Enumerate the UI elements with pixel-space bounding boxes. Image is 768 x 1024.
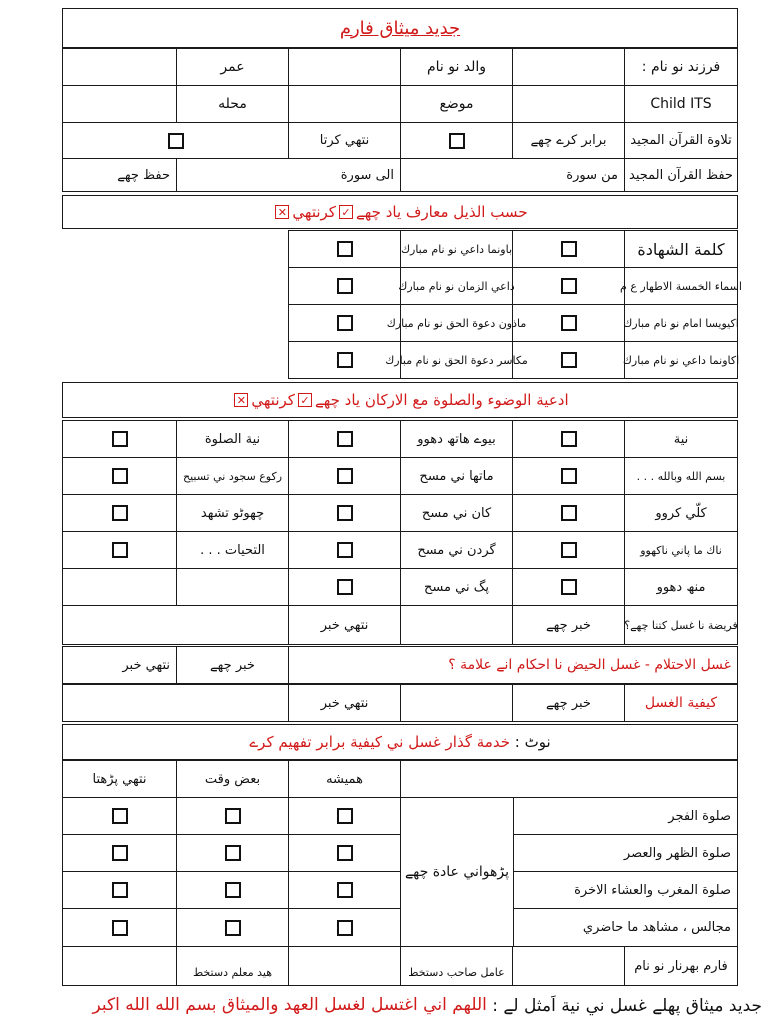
ghusl-question: غسل الاحتلام - غسل الحيض نا احكام انے علامة ؟ bbox=[448, 657, 731, 673]
s2-r3-c1-label: کلّي کروو bbox=[655, 505, 707, 521]
tilawat-label-cell bbox=[624, 122, 738, 159]
salaat-row1-cb2 bbox=[176, 797, 289, 835]
salaat-row2-text: صلوة الظهر والعصر bbox=[623, 845, 731, 861]
s2-r5-c1-cell bbox=[624, 568, 738, 606]
mohalla-label-cell bbox=[176, 85, 289, 123]
salaat-r2-hamesha-checkbox[interactable] bbox=[337, 845, 353, 861]
s2-r3-c2-cell bbox=[400, 494, 513, 532]
kaifiyat-label: کيفية الغسل bbox=[644, 695, 718, 711]
s1-row2-checkbox[interactable] bbox=[561, 278, 577, 294]
s2-r2-c2-cell bbox=[400, 457, 513, 495]
form-bharnar-label-cell bbox=[624, 946, 738, 986]
section1-header-text2: کرنتھي bbox=[292, 203, 336, 221]
s2-r5-empty1 bbox=[176, 568, 289, 606]
s1-row1-check-cell bbox=[512, 230, 625, 268]
cross-mark-icon: ✕ bbox=[234, 393, 248, 407]
salaat-r3-nathi-checkbox[interactable] bbox=[112, 882, 128, 898]
salaat-row3-cb1 bbox=[288, 871, 401, 909]
s2-r4-cb3-cell bbox=[62, 531, 177, 569]
farida-nathi-label: نتھي خبر bbox=[320, 617, 369, 633]
s1-row4-mid-cell bbox=[385, 341, 528, 379]
s1-row4-mid-label: مكاسر دعوة الحق نو نام مبارك bbox=[385, 353, 528, 367]
its-label-cell bbox=[624, 85, 738, 123]
salaat-row2-cb1 bbox=[288, 834, 401, 872]
form-title: جديد ميثاق فارم bbox=[339, 17, 461, 39]
s2-r4-checkbox1[interactable] bbox=[561, 542, 577, 558]
s2-r4-checkbox2[interactable] bbox=[337, 542, 353, 558]
hifz-label-cell bbox=[624, 158, 738, 192]
s1-row3-label: اکيويسا امام نو نام مبارك bbox=[623, 316, 739, 330]
salaat-r3-hamesha-checkbox[interactable] bbox=[337, 882, 353, 898]
salaat-r1-baaz-checkbox[interactable] bbox=[225, 808, 241, 824]
s1-row1-label-cell bbox=[624, 230, 738, 268]
s2-r2-c3-label: رکوع سجود ني تسبيح bbox=[182, 469, 283, 483]
farzand-value-cell[interactable] bbox=[512, 48, 625, 86]
its-label: Child ITS bbox=[650, 96, 712, 112]
salaat-row4-cb3 bbox=[62, 908, 177, 947]
salaat-row2-cb2 bbox=[176, 834, 289, 872]
s2-r3-cb3-cell bbox=[62, 494, 177, 532]
s2-r2-c1-cell bbox=[624, 457, 738, 495]
salaat-col-hamesha bbox=[288, 760, 401, 798]
s2-r5-c1-label: منھ دهوو bbox=[656, 579, 706, 595]
s1-row3-mid-cell bbox=[386, 304, 527, 342]
kaifiyat-label-cell bbox=[624, 684, 738, 722]
ila-surah-label: الى سورة bbox=[340, 167, 394, 183]
kaifiyat-khabar-label: خبر چھے bbox=[546, 695, 591, 711]
footer-red-text: اللهم اني اغتسل لغسل العهد والميثاق بسم الله الله اكبر bbox=[92, 995, 487, 1015]
barabar-label-cell bbox=[512, 122, 625, 159]
s1-row1-check2-cell bbox=[288, 230, 401, 268]
age-label-cell bbox=[176, 48, 289, 86]
s2-r1-cb2-cell bbox=[288, 420, 401, 458]
kaifiyat-nathi-value[interactable] bbox=[62, 684, 289, 722]
salaat-row1-label bbox=[513, 797, 738, 835]
farida-nathi-cell bbox=[288, 605, 401, 645]
s1-row1-checkbox[interactable] bbox=[561, 241, 577, 257]
cross-mark-icon: ✕ bbox=[275, 205, 289, 219]
section1-header-text: حسب الذيل معارف ياد چھے bbox=[355, 203, 528, 221]
s1-row4-label: اکاونما داعي نو نام مبارك bbox=[622, 353, 740, 367]
nathi-karta-label-cell bbox=[288, 122, 401, 159]
s2-r3-checkbox1[interactable] bbox=[561, 505, 577, 521]
father-value-cell[interactable] bbox=[288, 48, 401, 86]
nathi-karta-label: نتھي کرتا bbox=[319, 133, 370, 148]
kaifiyat-nathi-cell bbox=[288, 684, 401, 722]
min-surah-cell[interactable] bbox=[400, 158, 625, 192]
s2-r1-c2-label: بيوے هاتھ دهوو bbox=[417, 431, 496, 447]
s2-r3-cb2-cell bbox=[288, 494, 401, 532]
s2-r3-c3-label: چھوٹو تشهد bbox=[200, 505, 265, 521]
form-bharnar-label: فارم بھرنار نو نام bbox=[634, 958, 728, 974]
check-mark-icon: ✓ bbox=[339, 205, 353, 219]
amil-sahab-label: عامل صاحب دستخط bbox=[408, 966, 505, 979]
mohalla-value-cell[interactable] bbox=[62, 85, 177, 123]
note-prefix: نوٹ : bbox=[514, 733, 551, 751]
s1-row2-check2-cell bbox=[288, 267, 401, 305]
hifz-chhe-label: حفظ چھے bbox=[117, 167, 170, 183]
its-value-cell[interactable] bbox=[512, 85, 625, 123]
farida-label: فريضة نا غسل کتنا چھے؟ bbox=[624, 618, 738, 632]
mauza-label: موضع bbox=[439, 96, 474, 112]
s2-r3-c1-cell bbox=[624, 494, 738, 532]
ghusl-question-cell bbox=[288, 646, 738, 684]
s2-r2-c3-cell bbox=[176, 457, 289, 495]
farzand-label-cell bbox=[624, 48, 738, 86]
age-label: عمر bbox=[220, 59, 245, 75]
barabar-checkbox-cell bbox=[400, 122, 513, 159]
s2-r5-empty2 bbox=[62, 568, 177, 606]
s1-row3-check-cell bbox=[512, 304, 625, 342]
salaat-r4-baaz-checkbox[interactable] bbox=[225, 920, 241, 936]
salaat-row1-cb1 bbox=[288, 797, 401, 835]
head-muallim-sign[interactable] bbox=[62, 946, 177, 986]
hifz-label: حفظ القرآن المجيد bbox=[629, 167, 733, 183]
ghusl-nathi-cell bbox=[62, 646, 177, 684]
salaat-r3-baaz-checkbox[interactable] bbox=[225, 882, 241, 898]
salaat-row2-label bbox=[513, 834, 738, 872]
salaat-row1-text: صلوة الفجر bbox=[668, 808, 731, 824]
hifz-chhe-cell[interactable] bbox=[62, 158, 177, 192]
s2-r5-checkbox2[interactable] bbox=[337, 579, 353, 595]
salaat-col-baaz bbox=[176, 760, 289, 798]
mauza-label-cell bbox=[400, 85, 513, 123]
farida-label-cell bbox=[624, 605, 738, 645]
s2-r4-c1-label: ناك ما پاني ناکھوو bbox=[640, 543, 722, 557]
s2-r2-checkbox1[interactable] bbox=[561, 468, 577, 484]
salaat-middle-label: پڑھواني عادة چھے bbox=[404, 864, 510, 880]
head-muallim-label-cell bbox=[176, 946, 289, 986]
section2-header bbox=[62, 382, 738, 418]
s2-r2-c1-label: بسم الله وبالله . . . bbox=[636, 469, 726, 483]
s2-r2-cb1-cell bbox=[512, 457, 625, 495]
min-surah-label: من سورة bbox=[566, 167, 618, 183]
salaat-r2-baaz-checkbox[interactable] bbox=[225, 845, 241, 861]
ila-surah-cell[interactable] bbox=[176, 158, 401, 192]
kaifiyat-khabar-cell bbox=[512, 684, 625, 722]
col-hamesha-label: هميشه bbox=[326, 771, 363, 787]
s1-row2-label-cell bbox=[620, 267, 742, 305]
salaat-row4-label bbox=[513, 908, 738, 947]
salaat-row3-cb2 bbox=[176, 871, 289, 909]
farida-khabar-label: خبر چھے bbox=[546, 617, 591, 633]
form-title-bar bbox=[62, 8, 738, 48]
s2-r3-c2-label: کان ني مسح bbox=[421, 505, 492, 521]
s2-r4-cb2-cell bbox=[288, 531, 401, 569]
s2-r5-c2-label: پگ ني مسح bbox=[424, 579, 489, 595]
salaat-row4-cb1 bbox=[288, 908, 401, 947]
mauza-value-cell[interactable] bbox=[288, 85, 401, 123]
kaifiyat-nathi-label: نتھي خبر bbox=[320, 695, 369, 711]
s2-r5-cb2-cell bbox=[288, 568, 401, 606]
s2-r3-checkbox3[interactable] bbox=[112, 505, 128, 521]
s2-r4-cb1-cell bbox=[512, 531, 625, 569]
farida-khabar-value[interactable] bbox=[400, 605, 513, 645]
s2-r2-cb3-cell bbox=[62, 457, 177, 495]
s2-r1-c3-cell bbox=[176, 420, 289, 458]
section2-header-text: ادعية الوضوء والصلوة مع الاركان ياد چھے bbox=[314, 391, 569, 409]
s1-row2-check-cell bbox=[512, 267, 625, 305]
s1-row4-check-cell bbox=[512, 341, 625, 379]
s1-row3-label-cell bbox=[624, 304, 738, 342]
s2-r3-cb1-cell bbox=[512, 494, 625, 532]
age-value-cell[interactable] bbox=[62, 48, 177, 86]
salaat-row3-cb3 bbox=[62, 871, 177, 909]
barabar-label: برابر کرے چھے bbox=[530, 133, 607, 148]
s1-row1-mid-cell bbox=[400, 230, 513, 268]
s2-r2-checkbox3[interactable] bbox=[112, 468, 128, 484]
salaat-col-nathi bbox=[62, 760, 177, 798]
s2-r5-c2-cell bbox=[400, 568, 513, 606]
s1-row2-label: اسماء الخمسة الاطهار ع م bbox=[620, 279, 742, 293]
salaat-row4-text: مجالس ، مشاهد ما حاضري bbox=[582, 920, 731, 935]
s2-r1-c2-cell bbox=[400, 420, 513, 458]
salaat-row3-text: صلوة المغرب والعشاء الاخرة bbox=[574, 882, 731, 898]
s2-r1-c3-label: نية الصلوة bbox=[204, 431, 261, 447]
footer-niyyat bbox=[38, 990, 762, 1020]
s1-row3-check2-cell bbox=[288, 304, 401, 342]
s2-r3-checkbox2[interactable] bbox=[337, 505, 353, 521]
s2-r3-c3-cell bbox=[176, 494, 289, 532]
s2-r1-c1-cell bbox=[624, 420, 738, 458]
section2-header-text2: کرنتھي bbox=[251, 391, 295, 409]
nathi-karta-checkbox-cell bbox=[62, 122, 289, 159]
salaat-row2-cb3 bbox=[62, 834, 177, 872]
s2-r1-cb3-cell bbox=[62, 420, 177, 458]
farzand-label: فرزند نو نام : bbox=[641, 59, 721, 75]
kaifiyat-khabar-value[interactable] bbox=[400, 684, 513, 722]
s2-r4-checkbox3[interactable] bbox=[112, 542, 128, 558]
s2-r5-checkbox1[interactable] bbox=[561, 579, 577, 595]
salaat-row1-cb3 bbox=[62, 797, 177, 835]
salaat-r2-nathi-checkbox[interactable] bbox=[112, 845, 128, 861]
s2-r4-c2-label: گردن ني مسح bbox=[417, 542, 496, 558]
s1-row2-mid-label: داعي الزمان نو نام مبارك bbox=[398, 279, 515, 293]
mohalla-label: محله bbox=[218, 96, 247, 112]
father-label-cell bbox=[400, 48, 513, 86]
check-mark-icon: ✓ bbox=[298, 393, 312, 407]
s1-row1-mid-label: باونما داعي نو نام مبارك bbox=[400, 242, 513, 256]
s2-r2-cb2-cell bbox=[288, 457, 401, 495]
s1-row3-mid-label: ماذون دعوة الحق نو نام مبارك bbox=[386, 316, 527, 330]
s1-row1-checkbox2[interactable] bbox=[337, 241, 353, 257]
footer-black-text: جديد ميثاق پهلے غسل ني نية اَمثل لے : bbox=[492, 995, 762, 1016]
salaat-row3-label bbox=[513, 871, 738, 909]
salaat-row4-cb2 bbox=[176, 908, 289, 947]
section1-header bbox=[62, 195, 738, 229]
s1-row4-checkbox[interactable] bbox=[561, 352, 577, 368]
col-baaz-label: بعض وقت bbox=[204, 771, 261, 787]
s1-row4-checkbox2[interactable] bbox=[337, 352, 353, 368]
father-label: والد نو نام bbox=[426, 59, 487, 75]
s2-r1-checkbox1[interactable] bbox=[561, 431, 577, 447]
head-muallim-label: هيد معلم دستخط bbox=[192, 966, 273, 979]
s2-r4-c2-cell bbox=[400, 531, 513, 569]
s2-r1-c1-label: نية bbox=[673, 431, 689, 447]
ghusl-khabar-cell bbox=[176, 646, 289, 684]
s1-row2-checkbox2[interactable] bbox=[337, 278, 353, 294]
s2-r4-c1-cell bbox=[624, 531, 738, 569]
s2-r2-checkbox2[interactable] bbox=[337, 468, 353, 484]
barabar-checkbox[interactable] bbox=[449, 133, 465, 149]
s2-r5-cb1-cell bbox=[512, 568, 625, 606]
form-bharnar-value[interactable] bbox=[512, 946, 625, 986]
nathi-karta-checkbox[interactable] bbox=[168, 133, 184, 149]
salaat-r1-hamesha-checkbox[interactable] bbox=[337, 808, 353, 824]
salaat-middle-label-cell bbox=[400, 797, 514, 947]
salaat-header-empty bbox=[400, 760, 738, 798]
s2-r4-c3-cell bbox=[176, 531, 289, 569]
salaat-r4-hamesha-checkbox[interactable] bbox=[337, 920, 353, 936]
ghusl-khabar-label: خبر چھے bbox=[210, 657, 255, 673]
s1-row3-checkbox2[interactable] bbox=[337, 315, 353, 331]
s2-r2-c2-label: ماتھا ني مسح bbox=[419, 468, 494, 484]
s1-row1-label: كلمة الشهادة bbox=[637, 239, 725, 259]
s2-r1-checkbox2[interactable] bbox=[337, 431, 353, 447]
s2-r1-cb1-cell bbox=[512, 420, 625, 458]
ghusl-nathi-label: نتھي خبر bbox=[122, 657, 170, 673]
s1-row4-label-cell bbox=[624, 341, 738, 379]
amil-sahab-sign[interactable] bbox=[288, 946, 401, 986]
s1-row3-checkbox[interactable] bbox=[561, 315, 577, 331]
amil-sahab-label-cell bbox=[400, 946, 513, 986]
s1-row2-mid-cell bbox=[400, 267, 513, 305]
s2-r1-checkbox3[interactable] bbox=[112, 431, 128, 447]
farida-nathi-value[interactable] bbox=[62, 605, 289, 645]
salaat-r4-nathi-checkbox[interactable] bbox=[112, 920, 128, 936]
farida-khabar-cell bbox=[512, 605, 625, 645]
s1-row4-check2-cell bbox=[288, 341, 401, 379]
note-bar bbox=[62, 724, 738, 760]
col-nathi-label: نتھي پڑھتا bbox=[92, 771, 147, 787]
salaat-r1-nathi-checkbox[interactable] bbox=[112, 808, 128, 824]
s2-r4-c3-label: التحيات . . . bbox=[200, 542, 265, 558]
tilawat-label: تلاوة القرآن المجيد bbox=[630, 133, 732, 148]
note-text: خدمة گذار غسل ني کيفية برابر تفهيم کرے bbox=[249, 733, 510, 751]
